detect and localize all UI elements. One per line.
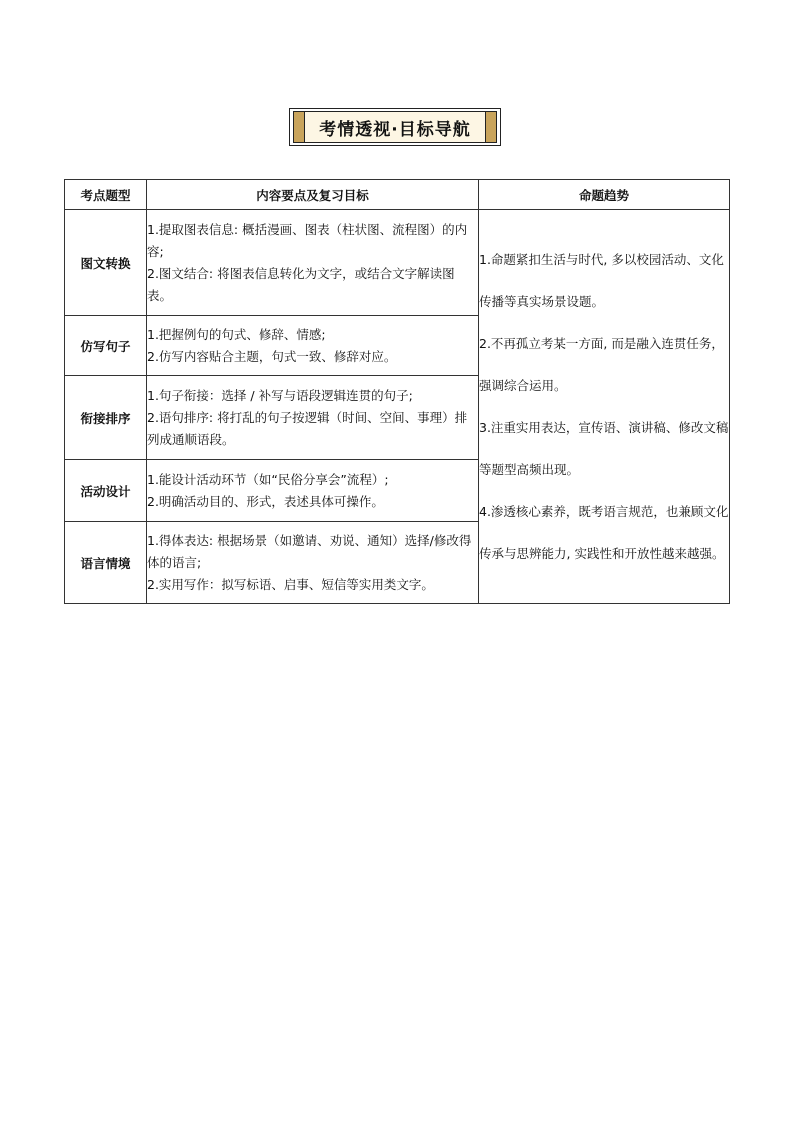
content-line: 2.图文结合: 将图表信息转化为文字，或结合文字解读图表。 bbox=[147, 265, 455, 303]
trend-item: 1.命题紧扣生活与时代, 多以校园活动、文化传播等真实场景设题。 bbox=[479, 251, 724, 309]
trend-item: 3.注重实用表达，宣传语、演讲稿、修改文稿等题型高频出现。 bbox=[479, 419, 729, 477]
row-content bbox=[147, 376, 479, 460]
content-line: 2.语句排序: 将打乱的句子按逻辑（时间、空间、事理）排列成通顺语段。 bbox=[147, 409, 468, 447]
header-trend: 命题趋势 bbox=[479, 180, 730, 210]
row-content bbox=[147, 460, 479, 522]
row-content bbox=[147, 316, 479, 376]
content-line: 1.提取图表信息: 概括漫画、图表（柱状图、流程图）的内容; bbox=[147, 221, 468, 259]
row-content bbox=[147, 210, 479, 316]
row-type: 图文转换 bbox=[65, 210, 147, 316]
table-row bbox=[65, 210, 730, 316]
header-content: 内容要点及复习目标 bbox=[147, 180, 479, 210]
badge-right-cap bbox=[485, 111, 497, 143]
header-type: 考点题型 bbox=[65, 180, 147, 210]
row-type: 活动设计 bbox=[65, 460, 147, 522]
section-title: 考情透视·目标导航 bbox=[319, 119, 471, 140]
content-line: 1.把握例句的句式、修辞、情感; bbox=[147, 326, 326, 342]
trend-cell bbox=[479, 210, 730, 604]
exam-analysis-table bbox=[64, 179, 730, 604]
content-line: 1.句子衔接：选择 / 补写与语段逻辑连贯的句子; bbox=[147, 387, 413, 403]
badge-left-cap bbox=[293, 111, 305, 143]
table-header-row bbox=[65, 180, 730, 210]
row-type: 仿写句子 bbox=[65, 316, 147, 376]
content-line: 1.能设计活动环节（如“民俗分享会”流程）; bbox=[147, 471, 389, 487]
content-line: 2.仿写内容贴合主题，句式一致、修辞对应。 bbox=[147, 348, 397, 364]
badge-inner-frame bbox=[293, 111, 497, 143]
trend-item: 4.渗透核心素养，既考语言规范，也兼顾文化传承与思辨能力, 实践性和开放性越来越强。 bbox=[479, 503, 729, 561]
row-type: 衔接排序 bbox=[65, 376, 147, 460]
section-title-badge bbox=[289, 108, 501, 146]
content-line: 2.实用写作：拟写标语、启事、短信等实用类文字。 bbox=[147, 576, 434, 592]
row-type: 语言情境 bbox=[65, 522, 147, 604]
content-line: 1.得体表达: 根据场景（如邀请、劝说、通知）选择/修改得体的语言; bbox=[147, 532, 472, 570]
content-line: 2.明确活动目的、形式，表述具体可操作。 bbox=[147, 493, 384, 509]
trend-item: 2.不再孤立考某一方面, 而是融入连贯任务，强调综合运用。 bbox=[479, 335, 724, 393]
row-content bbox=[147, 522, 479, 604]
